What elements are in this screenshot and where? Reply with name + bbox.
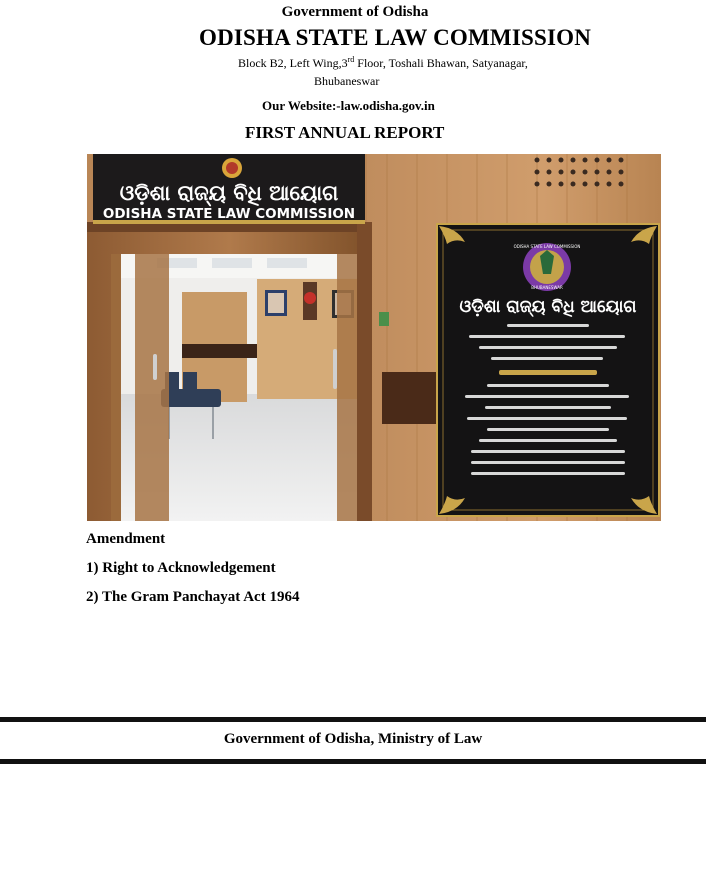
government-heading: Government of Odisha bbox=[281, 4, 429, 20]
amendment-heading: Amendment bbox=[86, 531, 166, 547]
sign-odia-text: ଓଡ଼ିଶା ରାଜ୍ୟ ବିଧି ଆୟୋଗ bbox=[119, 181, 339, 205]
sign-english-text: ODISHA STATE LAW COMMISSION bbox=[102, 206, 356, 222]
address-line-1 bbox=[238, 55, 528, 71]
report-title: FIRST ANNUAL REPORT bbox=[245, 123, 445, 142]
footer-text: Government of Odisha, Ministry of Law bbox=[223, 731, 483, 747]
amendment-item-1: 1) Right to Acknowledgement bbox=[86, 560, 276, 576]
commission-title: ODISHA STATE LAW COMMISSION bbox=[198, 25, 592, 50]
office-entrance-illustration bbox=[87, 154, 661, 521]
office-entrance-photo bbox=[87, 154, 661, 521]
address-line-2: Bhubaneswar bbox=[314, 74, 380, 88]
website-line: Our Website:-law.odisha.gov.in bbox=[262, 98, 435, 113]
address-superscript: rd bbox=[347, 55, 355, 64]
plaque-title-text: ଓଡ଼ିଶା ରାଜ୍ୟ ବିଧି ଆୟୋଗ bbox=[459, 297, 637, 317]
footer-rule-bottom bbox=[0, 759, 706, 764]
plaque-logo-bottom-text: BHUBANESWAR bbox=[531, 285, 563, 290]
address-line-1-pre: Block B2, Left Wing,3 bbox=[238, 56, 348, 70]
address-line-1-post: Floor, Toshali Bhawan, Satyanagar, bbox=[354, 56, 528, 70]
amendment-item-2: 2) The Gram Panchayat Act 1964 bbox=[86, 589, 300, 605]
footer-rule-top bbox=[0, 717, 706, 722]
plaque-logo-top-text: ODISHA STATE LAW COMMISSION bbox=[513, 244, 581, 249]
